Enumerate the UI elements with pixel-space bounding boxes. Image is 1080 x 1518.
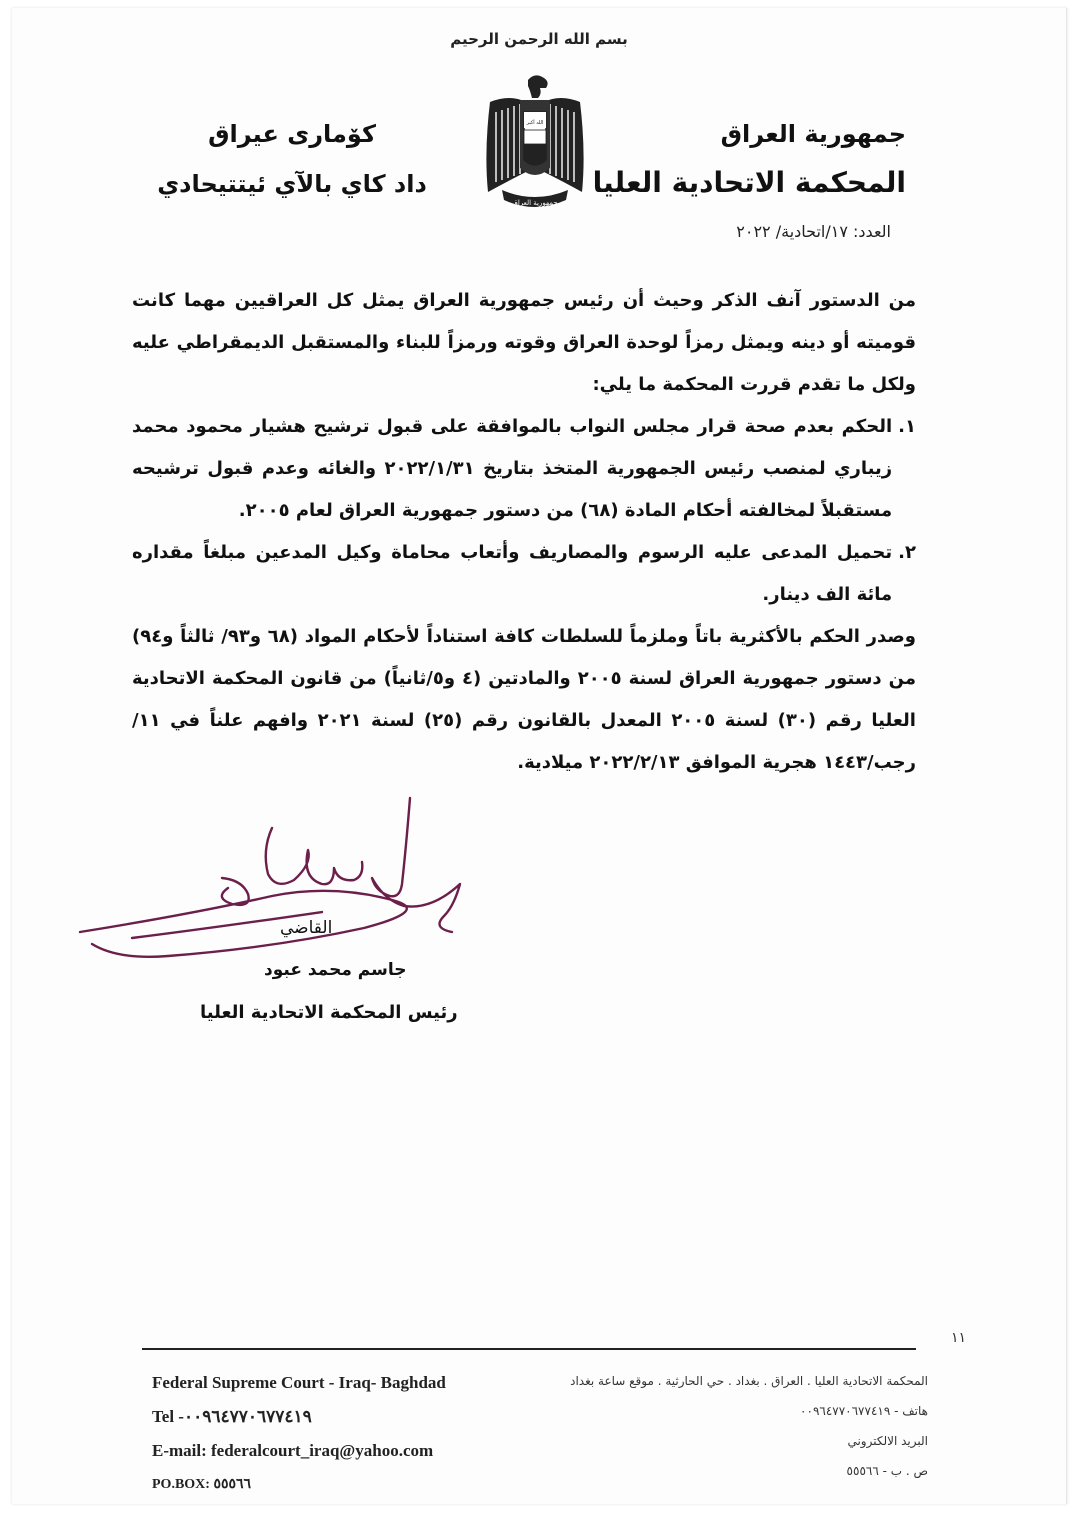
signature-block: [172, 788, 502, 1048]
footer-telephone-ar: هاتف - ٠٠٩٦٤٧٧٠٦٧٧٤١٩: [800, 1404, 928, 1418]
document-page: [12, 8, 1067, 1504]
item-text: الحكم بعدم صحة قرار مجلس النواب بالموافقة على قبول ترشيح هشيار محمود محمد زيباري لمنصب رئيس الجمهورية المتخذ بتاريخ ٢٠٢٢/١/٣١ والغائه وعدم قبول ترشيحه مستقبلاً لمخالفته أحكام المادة (٦٨) من دستور جمهورية العراق لعام ٢٠٠٥.: [132, 416, 893, 521]
kurdish-country-name: كوٚماری عيراق: [208, 120, 376, 148]
ruling-body: [132, 280, 916, 784]
judge-role: رئيس المحكمة الاتحادية العليا: [200, 1002, 458, 1023]
iraq-emblem-icon: [470, 72, 600, 222]
footer-email-label-ar: البريد الالكتروني: [847, 1434, 928, 1448]
footer-po-box: PO.BOX: ٥٥٥٦٦: [152, 1477, 252, 1492]
footer-po-box-ar: ص . ب - ٥٥٥٦٦: [846, 1464, 928, 1478]
footer-email: E-mail: federalcourt_iraq@yahoo.com: [152, 1441, 434, 1460]
emblem-flag-text: الله أكبر: [526, 120, 544, 126]
arabic-header: [593, 120, 906, 199]
kurdish-header: [152, 120, 432, 198]
arabic-court-name: المحكمة الاتحادية العليا: [592, 166, 906, 199]
judge-name: جاسم محمد عبود: [264, 960, 407, 980]
emblem-ribbon-text: جمهورية العراق: [512, 199, 558, 207]
english-footer: [152, 1366, 446, 1502]
item-number: ٢.: [898, 542, 916, 563]
ruling-item-2: [132, 532, 916, 616]
footer-telephone: Tel -٠٠٩٦٤٧٧٠٦٧٧٤١٩: [152, 1407, 312, 1426]
item-number: ١.: [898, 416, 916, 437]
intro-paragraph: من الدستور آنف الذكر وحيث أن رئيس جمهورية العراق يمثل كل العراقيين مهما كانت قوميته أو دينه ويمثل رمزاً لوحدة العراق وقوته ورمزاً للبناء والمستقبل الديمقراطي عليه ولكل ما تقدم قررت المحكمة ما يلي:: [132, 290, 916, 395]
item-text: تحميل المدعى عليه الرسوم والمصاريف وأتعاب محاماة وكيل المدعين مبلغاً مقداره مائة الف دينار.: [132, 542, 893, 605]
reference-number: العدد: ١٧/اتحادية/ ٢٠٢٢: [736, 222, 891, 241]
arabic-country-name: جمهورية العراق: [720, 120, 906, 148]
footer-court-name: Federal Supreme Court - Iraq- Baghdad: [152, 1373, 446, 1392]
arabic-footer: [570, 1366, 928, 1486]
handwritten-signature: [72, 788, 492, 988]
footer-address: المحكمة الاتحادية العليا . العراق . بغداد . حي الحارثية . موقع ساعة بغداد: [570, 1374, 928, 1388]
page-number: ١١: [950, 1330, 966, 1346]
basmala: بسم الله الرحمن الرحيم: [450, 30, 628, 48]
closing-paragraph: وصدر الحكم بالأكثرية باتاً وملزماً للسلطات كافة استناداً لأحكام المواد (٦٨ و٩٣/ ثالثاً و٩٤) من دستور جمهورية العراق لسنة ٢٠٠٥ والمادتين (٤ و٥/ثانياً) من قانون المحكمة الاتحادية العليا رقم (٣٠) لسنة ٢٠٠٥ المعدل بالقانون رقم (٢٥) لسنة ٢٠٢١ وافهم علناً في ١١/رجب/١٤٤٣ هجرية الموافق ٢٠٢٢/٢/١٣ ميلادية.: [132, 626, 916, 773]
judge-title: القاضي: [280, 918, 333, 938]
footer-divider: [142, 1348, 916, 1350]
ruling-item-1: [132, 406, 916, 532]
kurdish-court-name: داد كاي بالآي ئيتتيحادي: [157, 170, 427, 198]
